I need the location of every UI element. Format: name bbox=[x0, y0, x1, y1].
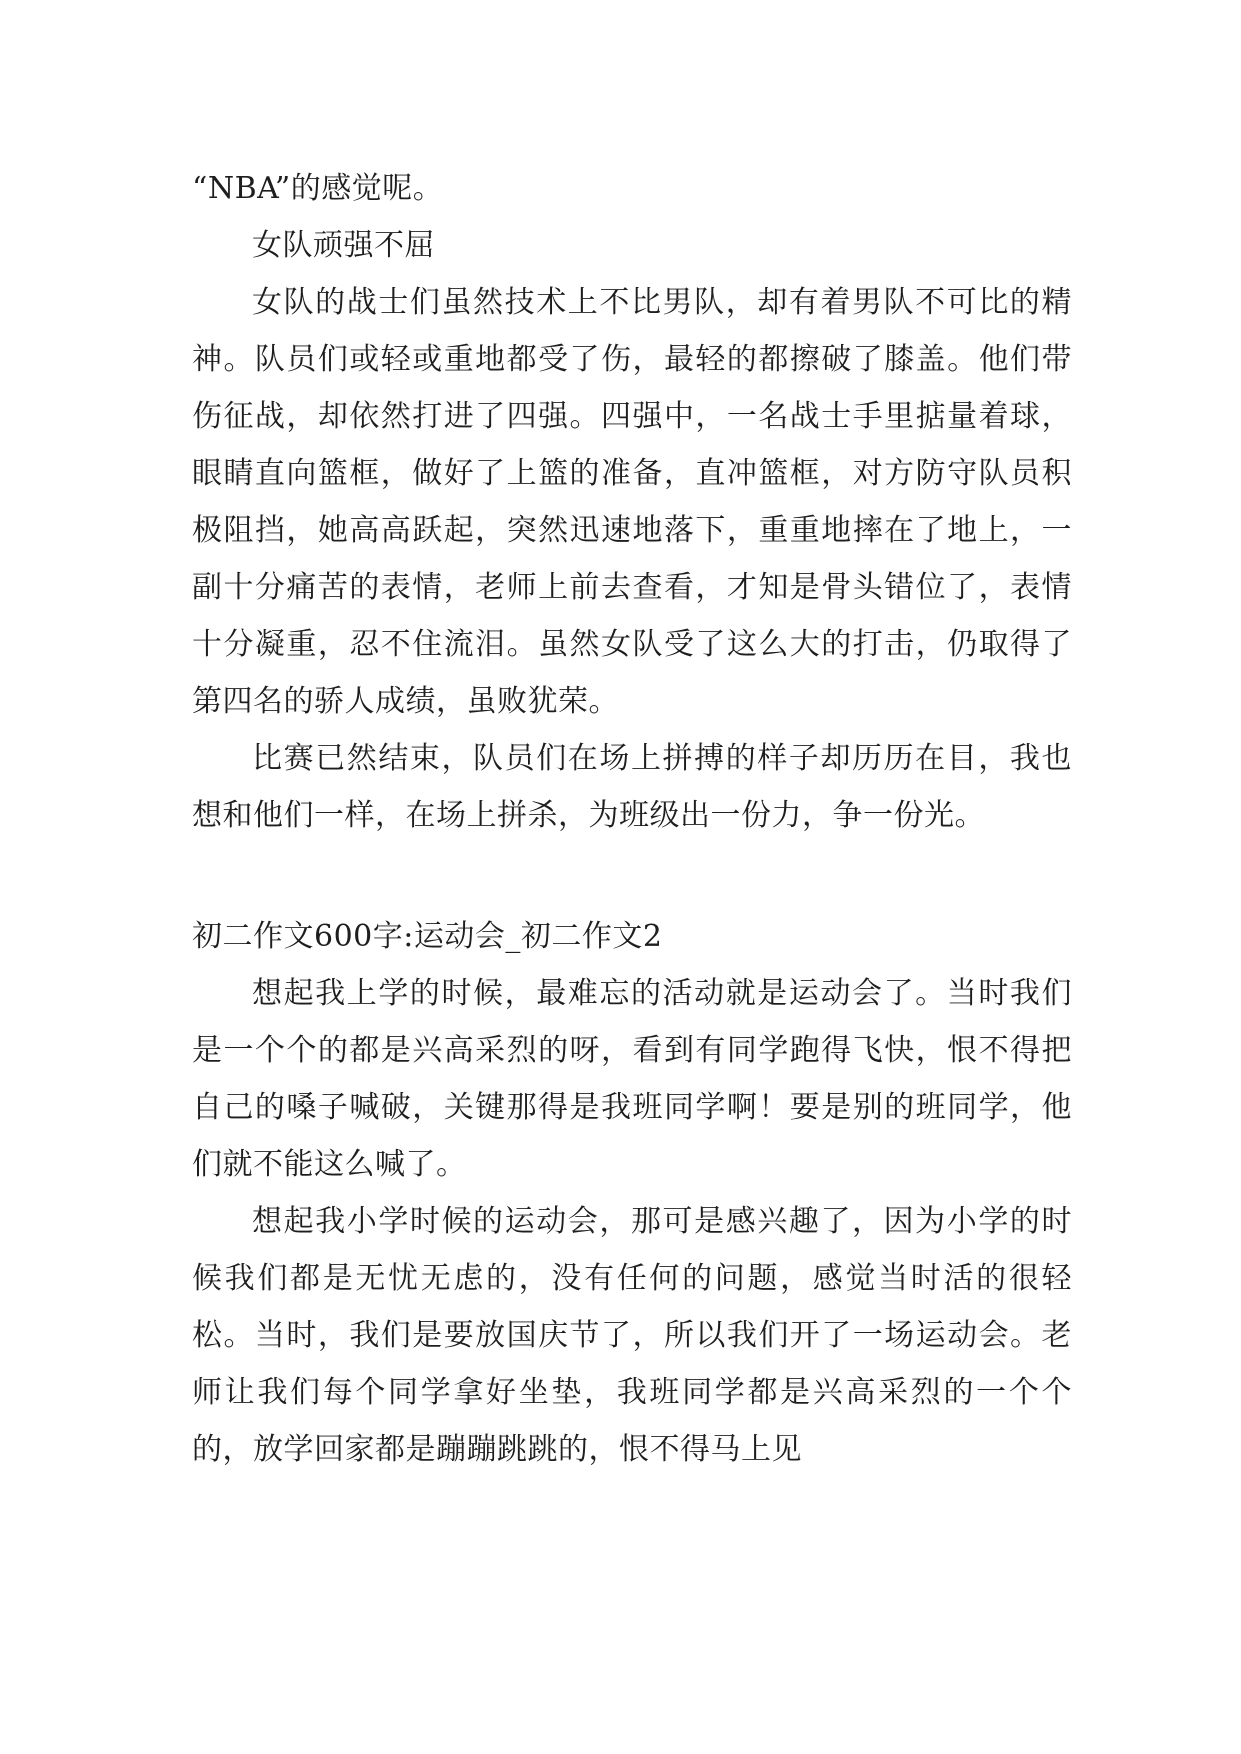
subheading-women-team: 女队顽强不屈 bbox=[252, 228, 435, 263]
document-body bbox=[192, 160, 1072, 1478]
paragraph-sports-day-memory: 想起我上学的时候，最难忘的活动就是运动会了。当时我们是一个个的都是兴高采烈的呀，看到有同学跑得飞快，恨不得把自己的嗓子喊破，关键那得是我班同学啊！要是别的班同学，他们就不能这么喊了。 bbox=[192, 976, 1072, 1182]
paragraph-nba: “NBA”的感觉呢。 bbox=[192, 171, 444, 206]
paragraph-match-ended: 比赛已然结束，队员们在场上拼搏的样子却历历在目，我也想和他们一样，在场上拼杀，为班级出一份力，争一份光。 bbox=[192, 741, 1072, 833]
paragraph-primary-school-sports-day: 想起我小学时候的运动会，那可是感兴趣了，因为小学的时候我们都是无忧无虑的，没有任何的问题，感觉当时活的很轻松。当时，我们是要放国庆节了，所以我们开了一场运动会。老师让我们每个同学拿好坐垫，我班同学都是兴高采烈的一个个的，放学回家都是蹦蹦跳跳的，恨不得马上见 bbox=[192, 1204, 1072, 1467]
paragraph-women-team: 女队的战士们虽然技术上不比男队，却有着男队不可比的精神。队员们或轻或重地都受了伤，最轻的都擦破了膝盖。他们带伤征战，却依然打进了四强。四强中，一名战士手里掂量着球，眼睛直向篮框，做好了上篮的准备，直冲篮框，对方防守队员积极阻挡，她高高跃起，突然迅速地落下，重重地摔在了地上，一副十分痛苦的表情，老师上前去查看，才知是骨头错位了，表情十分凝重，忍不住流泪。虽然女队受了这么大的打击，仍取得了第四名的骄人成绩，虽败犹荣。 bbox=[192, 285, 1072, 719]
section-title: 初二作文600字:运动会_初二作文2 bbox=[192, 919, 663, 954]
essay-2 bbox=[192, 965, 1072, 1478]
section-gap bbox=[192, 844, 1072, 908]
essay-continuation bbox=[192, 160, 1072, 844]
